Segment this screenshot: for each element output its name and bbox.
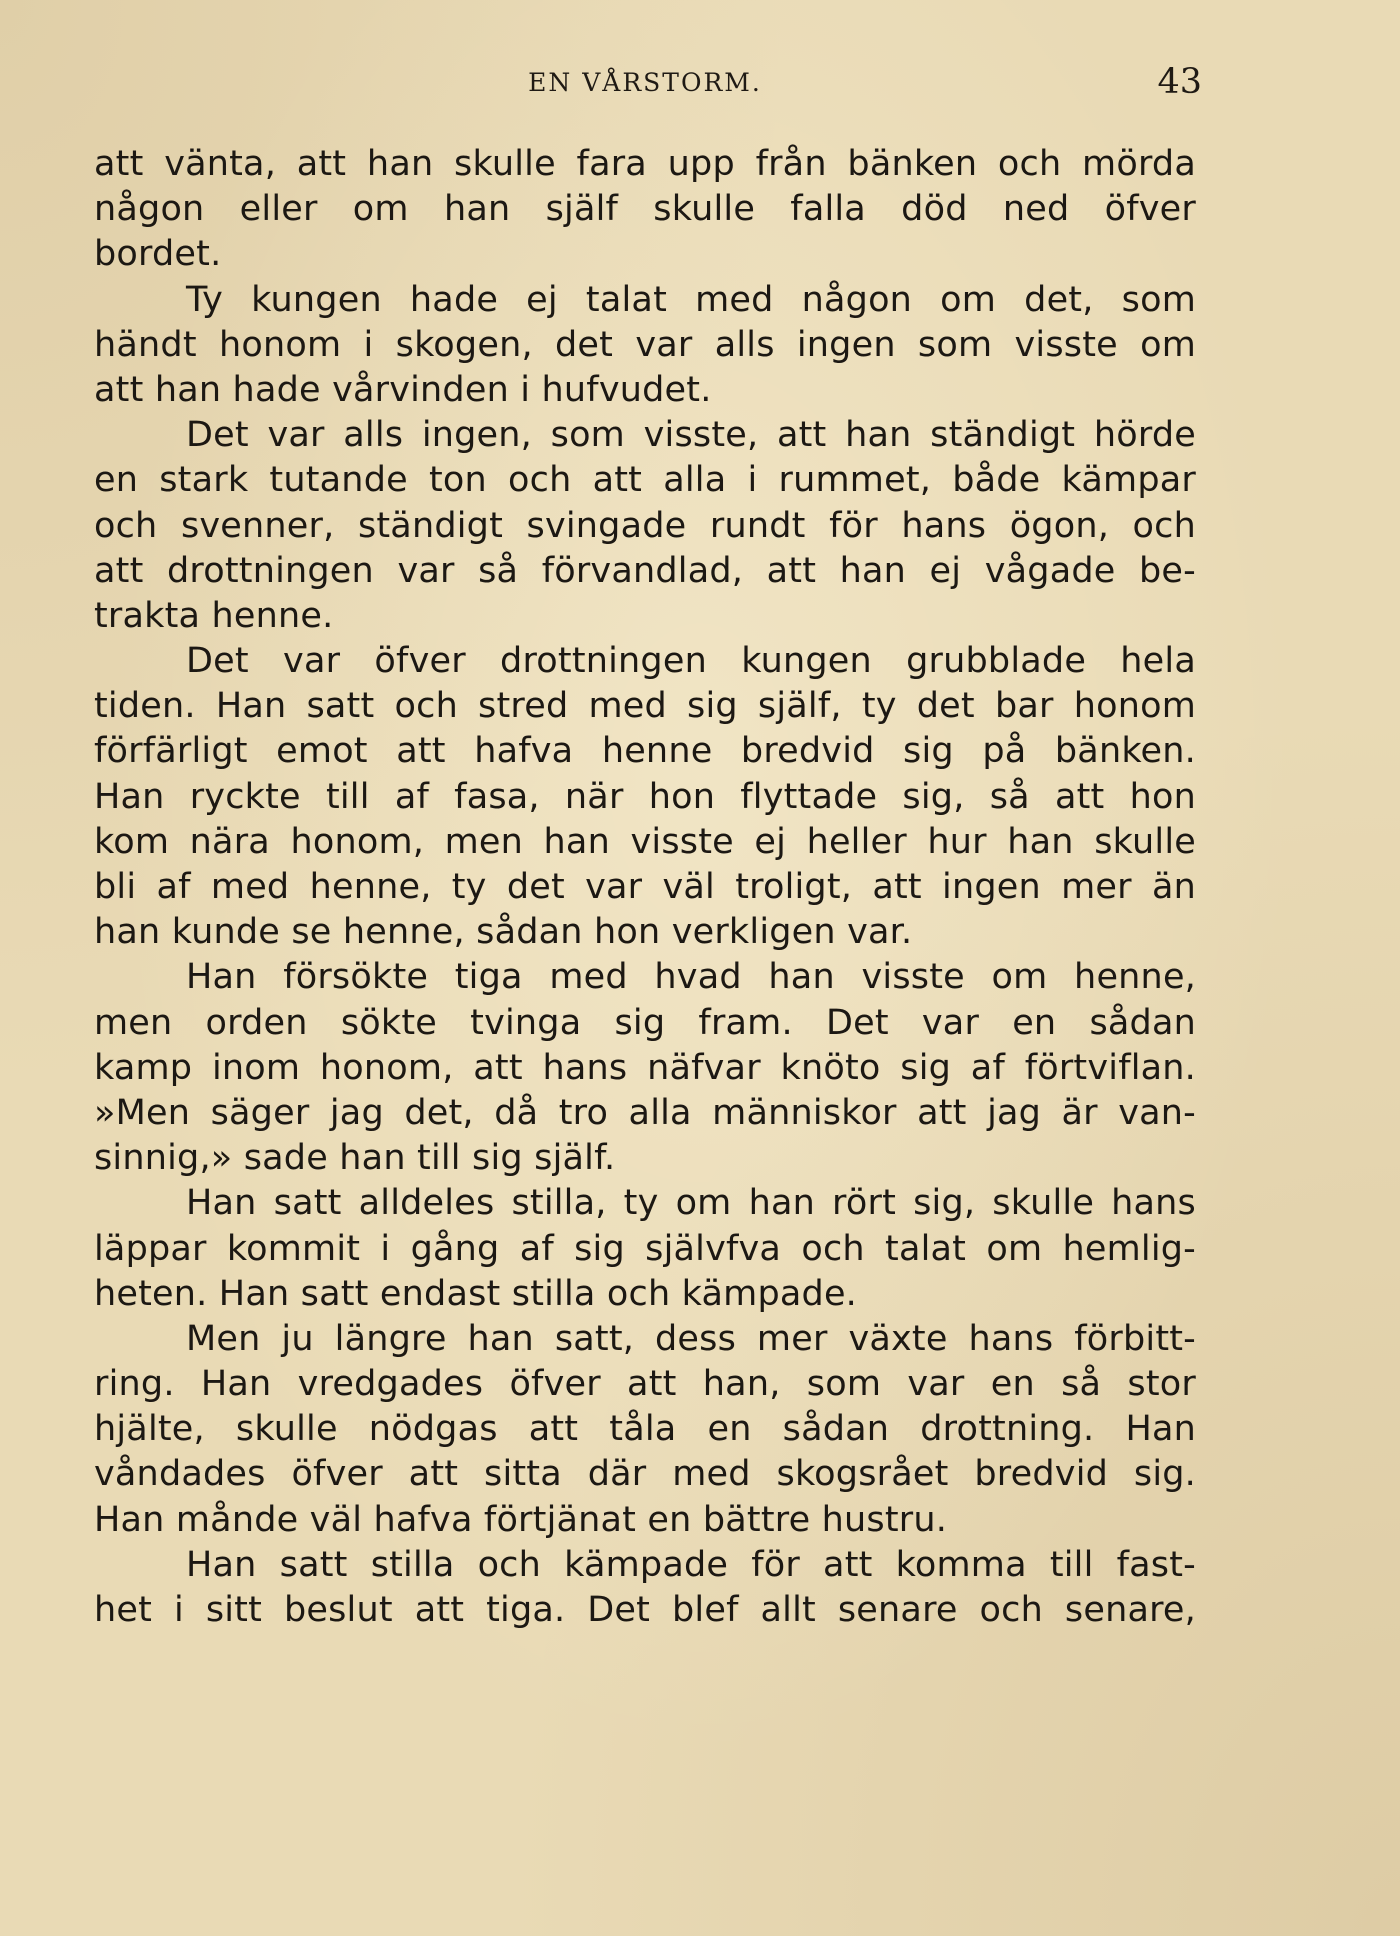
text-line: att han hade vårvinden i hufvudet. bbox=[94, 369, 712, 410]
text-line: Han satt alldeles stilla, ty om han rört sig, skulle hans bbox=[186, 1183, 1196, 1224]
text-line: förfärligt emot att hafva henne bredvid sig på bänken. bbox=[94, 731, 1196, 772]
text-line: Han försökte tiga med hvad han visste om henne, bbox=[186, 957, 1196, 998]
text-line: läppar kommit i gång af sig självfva och talat om hemlig- bbox=[94, 1228, 1196, 1269]
text-line: Han månde väl hafva förtjänat en bättre hustru. bbox=[94, 1499, 948, 1540]
body-text bbox=[94, 142, 1196, 1633]
running-title: EN VÅRSTORM. bbox=[528, 68, 762, 97]
text-line: heten. Han satt endast stilla och kämpade. bbox=[94, 1273, 858, 1314]
book-page bbox=[94, 0, 1202, 1936]
text-line: våndades öfver att sitta där med skogsrået bredvid sig. bbox=[94, 1454, 1196, 1495]
text-line: het i sitt beslut att tiga. Det blef allt senare och senare, bbox=[94, 1590, 1196, 1630]
text-line: att drottningen var så förvandlad, att han ej vågade be- bbox=[94, 550, 1196, 591]
text-line: Men ju längre han satt, dess mer växte hans förbitt- bbox=[186, 1318, 1196, 1359]
text-line: Det var alls ingen, som visste, att han ständigt hörde bbox=[186, 415, 1196, 456]
text-line: en stark tutande ton och att alla i rummet, både kämpar bbox=[94, 460, 1196, 501]
text-line: och svenner, ständigt svingade rundt för hans ögon, och bbox=[94, 505, 1196, 546]
text-line: bli af med henne, ty det var väl troligt, att ingen mer än bbox=[94, 867, 1196, 907]
text-line: händt honom i skogen, det var alls ingen som visste om bbox=[94, 324, 1196, 365]
page-number: 43 bbox=[1157, 62, 1202, 102]
text-line: trakta henne. bbox=[94, 595, 334, 636]
text-line: tiden. Han satt och stred med sig själf, ty det bar honom bbox=[94, 686, 1196, 727]
text-line: men orden sökte tvinga sig fram. Det var en sådan bbox=[94, 1002, 1196, 1043]
text-line: bordet. bbox=[94, 234, 222, 275]
text-line: kom nära honom, men han visste ej heller hur han skulle bbox=[94, 821, 1196, 862]
text-line: Ty kungen hade ej talat med någon om det, som bbox=[186, 279, 1196, 320]
text-line: kamp inom honom, att hans näfvar knöto sig af förtviflan. bbox=[94, 1047, 1196, 1088]
text-line: Han satt stilla och kämpade för att komma till fast- bbox=[186, 1544, 1196, 1585]
text-line: Det var öfver drottningen kungen grubblade hela bbox=[186, 641, 1196, 682]
text-line: sinnig,» sade han till sig själf. bbox=[94, 1138, 616, 1179]
text-line: Han ryckte till af fasa, när hon flyttade sig, så att hon bbox=[94, 776, 1196, 817]
text-line: att vänta, att han skulle fara upp från bänken och mörda bbox=[94, 144, 1196, 184]
running-head bbox=[94, 62, 1202, 102]
text-line: han kunde se henne, sådan hon verkligen var. bbox=[94, 912, 913, 953]
text-line: någon eller om han själf skulle falla död ned öfver bbox=[94, 189, 1196, 230]
text-line: ring. Han vredgades öfver att han, som var en så stor bbox=[94, 1364, 1196, 1405]
text-line: hjälte, skulle nödgas att tåla en sådan drottning. Han bbox=[94, 1409, 1196, 1450]
text-line: »Men säger jag det, då tro alla människor att jag är van- bbox=[94, 1092, 1196, 1133]
